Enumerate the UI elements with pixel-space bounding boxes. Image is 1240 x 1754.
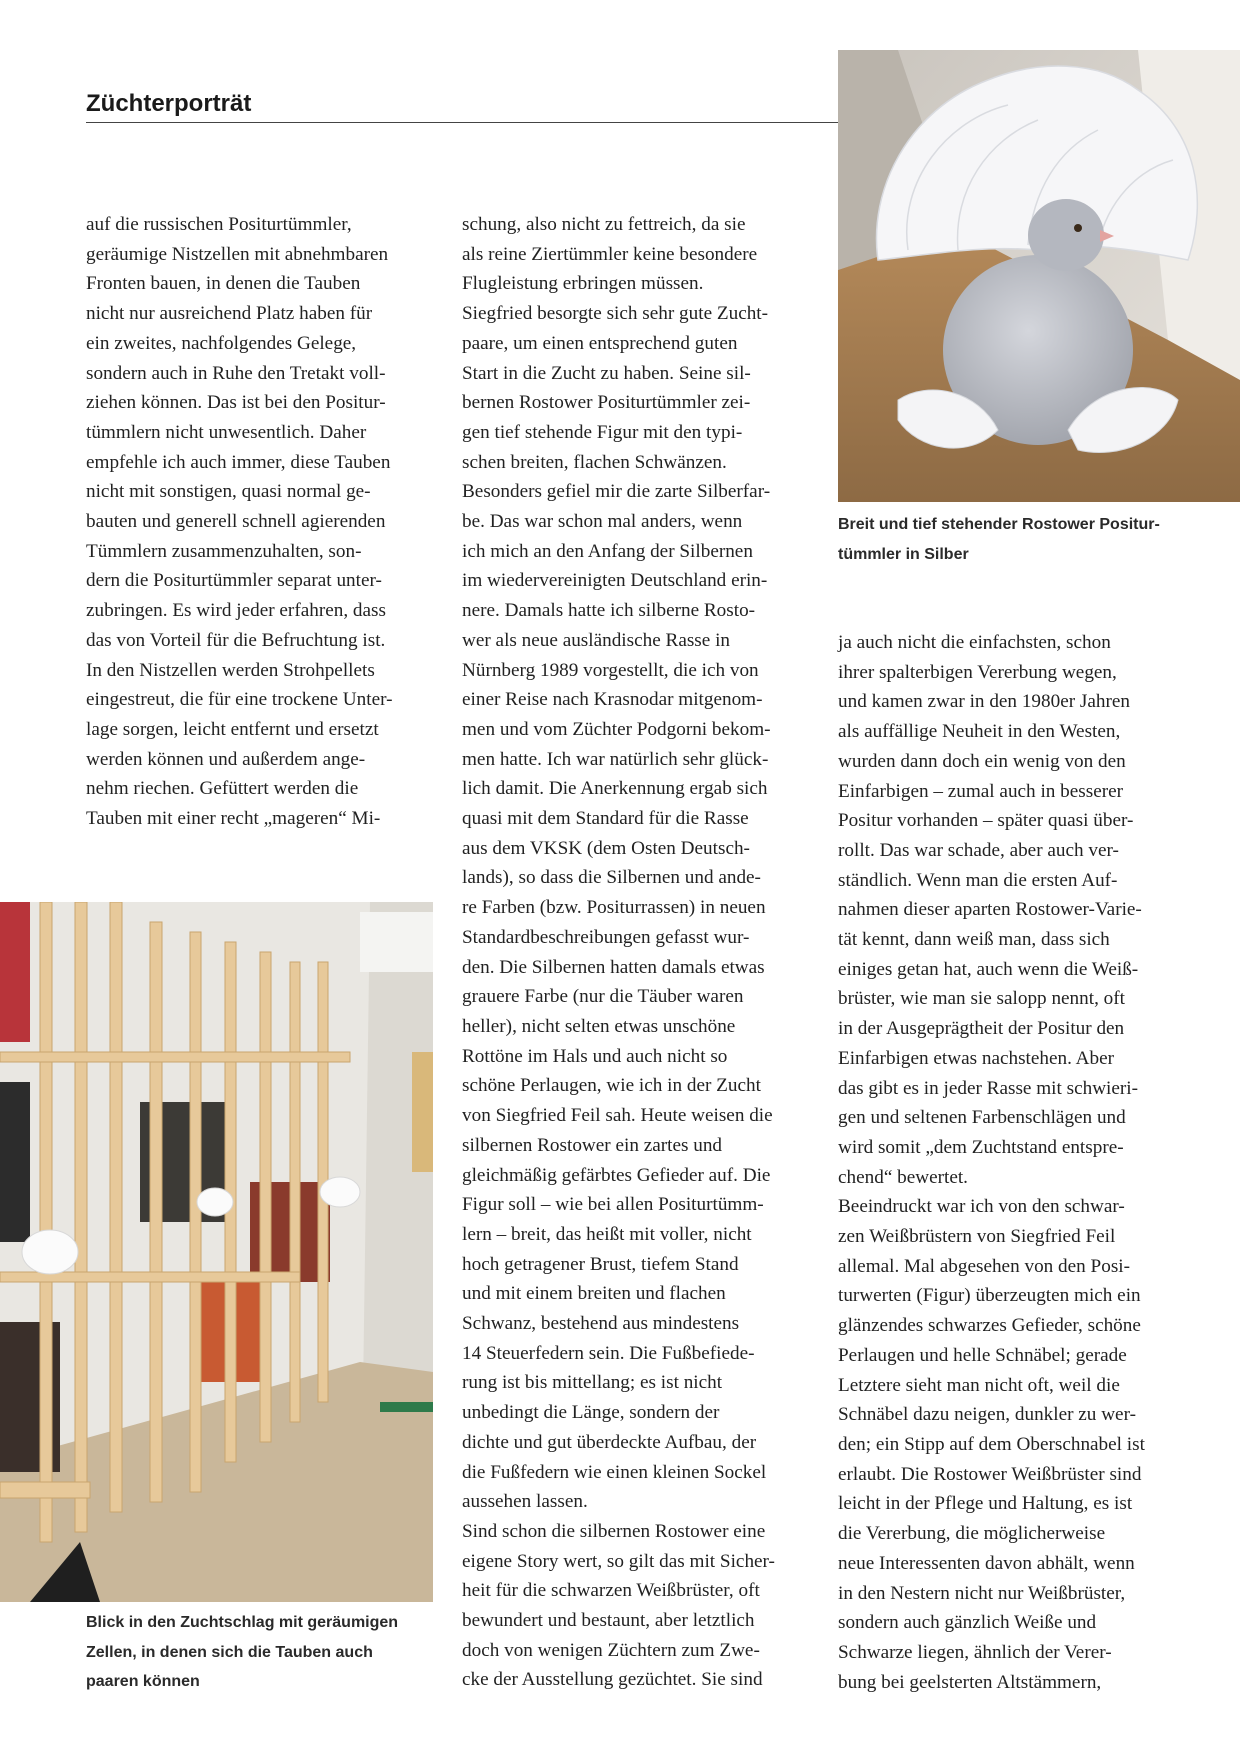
text-line: re Farben (bzw. Positurrassen) in neuen (462, 897, 766, 919)
text-line: Positur vorhanden – später quasi über- (838, 810, 1134, 832)
text-line: erlaubt. Die Rostower Weißbrüster sind (838, 1463, 1142, 1485)
text-line: brüster, wie man sie salopp nennt, oft (838, 988, 1125, 1010)
text-line: Beeindruckt war ich von den schwar- (838, 1196, 1125, 1218)
text-line: lern – breit, das heißt mit voller, nicht (462, 1223, 752, 1245)
text-line: unbedingt die Länge, sondern der (462, 1402, 720, 1424)
text-line: heller), nicht selten etwas unschöne (462, 1015, 736, 1037)
text-line: ich mich an den Anfang der Silbernen (462, 540, 753, 562)
caption-line: Breit und tief stehender Rostower Positur- (838, 516, 1160, 533)
text-line: empfehle ich auch immer, diese Tauben (86, 451, 391, 473)
text-line: ja auch nicht die einfachsten, schon (838, 632, 1111, 653)
text-line: Nürnberg 1989 vorgestellt, die ich von (462, 659, 759, 681)
text-line: eingestreut, die für eine trockene Unter- (86, 689, 393, 711)
text-line: quasi mit dem Standard für die Rasse (462, 808, 749, 830)
text-line: chend“ bewertet. (838, 1166, 968, 1188)
text-line: Siegfried besorgte sich sehr gute Zucht- (462, 303, 769, 325)
text-line: hoch getragener Brust, tiefem Stand (462, 1253, 739, 1275)
text-line: men und vom Züchter Podgorni bekom- (462, 718, 771, 740)
text-line: den. Die Silbernen hatten damals etwas (462, 956, 765, 978)
text-line: dichte und gut überdeckte Aufbau, der (462, 1431, 757, 1453)
caption-line: Blick in den Zuchtschlag mit geräumigen (86, 1614, 399, 1631)
text-line: Figur soll – wie bei allen Positurtümm- (462, 1194, 764, 1216)
text-line: das von Vorteil für die Befruchtung ist. (86, 629, 386, 651)
text-line: einiges getan hat, auch wenn die Weiß- (838, 958, 1139, 980)
title-rule (86, 122, 838, 123)
text-line: gleichmäßig gefärbtes Gefieder auf. Die (462, 1164, 771, 1186)
text-line: nicht mit sonstigen, quasi normal ge- (86, 481, 371, 503)
text-line: wurden dann doch ein wenig von den (838, 750, 1126, 772)
text-line: ziehen können. Das ist bei den Positur- (86, 392, 386, 414)
text-line: einer Reise nach Krasnodar mitgenom- (462, 689, 763, 711)
text-line: Flugleistung erbringen müssen. (462, 273, 704, 295)
text-line: bauten und generell schnell agierenden (86, 511, 386, 533)
text-line: glänzendes schwarzes Gefieder, schöne (838, 1315, 1141, 1337)
text-line: cke der Ausstellung gezüchtet. Sie sind (462, 1669, 763, 1691)
text-line: wer als neue ausländische Rasse in (462, 629, 731, 651)
text-line: sondern auch gänzlich Weiße und (838, 1612, 1097, 1634)
text-line: aussehen lassen. (462, 1491, 588, 1513)
text-line: auf die russischen Positurtümmler, (86, 214, 352, 235)
text-line: neue Interessenten davon abhält, wenn (838, 1552, 1135, 1574)
text-line: nicht nur ausreichend Platz haben für (86, 303, 373, 325)
text-line: die Vererbung, die möglicherweise (838, 1523, 1106, 1545)
caption-line: Zellen, in denen sich die Tauben auch (86, 1643, 373, 1661)
text-line: in der Ausgeprägtheit der Positur den (838, 1018, 1125, 1040)
text-line: bernen Rostower Positurtümmler zei- (462, 392, 751, 414)
text-line: be. Das war schon mal anders, wenn (462, 511, 743, 533)
text-line: 14 Steuerfedern sein. Die Fußbefiede- (462, 1342, 755, 1364)
text-line: wird somit „dem Zuchtstand entspre- (838, 1136, 1124, 1158)
text-line: ihrer spalterbigen Vererbung wegen, (838, 661, 1117, 683)
text-line: gen tief stehende Figur mit den typi- (462, 421, 743, 443)
text-line: Einfarbigen etwas nachstehen. Aber (838, 1047, 1114, 1069)
text-line: von Siegfried Feil sah. Heute weisen die (462, 1105, 773, 1127)
text-line: und mit einem breiten und flachen (462, 1283, 726, 1305)
text-line: ein zweites, nachfolgendes Gelege, (86, 332, 357, 354)
caption-line: paaren können (86, 1673, 200, 1691)
text-line: schung, also nicht zu fettreich, da sie (462, 214, 746, 235)
pigeon-photo-caption (838, 510, 1198, 569)
text-line: den; ein Stipp auf dem Oberschnabel ist (838, 1433, 1145, 1455)
text-line: zen Weißbrüstern von Siegfried Feil (838, 1226, 1116, 1248)
text-line: Perlaugen und helle Schnäbel; gerade (838, 1344, 1127, 1366)
text-line: ständlich. Wenn man die ersten Auf- (838, 869, 1118, 891)
text-line: tümmlern nicht unwesentlich. Daher (86, 421, 367, 443)
text-line: schöne Perlaugen, wie ich in der Zucht (462, 1075, 761, 1097)
article-column-3 (838, 628, 1186, 1697)
section-title: Züchterporträt (86, 90, 252, 117)
text-line: Schnäbel dazu neigen, dunkler zu wer- (838, 1404, 1136, 1426)
text-line: leicht in der Pflege und Haltung, es ist (838, 1493, 1133, 1515)
text-line: men hatte. Ich war natürlich sehr glück- (462, 748, 769, 770)
text-line: Standardbeschreibungen gefasst wur- (462, 926, 750, 948)
text-line: nere. Damals hatte ich silberne Rosto- (462, 600, 756, 622)
text-line: silbernen Rostower ein zartes und (462, 1134, 723, 1156)
text-line: in den Nestern nicht nur Weißbrüster, (838, 1582, 1126, 1604)
text-line: die Fußfedern wie einen kleinen Sockel (462, 1461, 767, 1483)
text-line: werden können und außerdem ange- (86, 748, 366, 770)
text-line: schen breiten, flachen Schwänzen. (462, 451, 727, 473)
text-line: Tauben mit einer recht „mageren“ Mi- (86, 808, 381, 830)
text-line: Schwarze liegen, ähnlich der Verer- (838, 1641, 1112, 1663)
text-line: paare, um einen entsprechend guten (462, 332, 738, 354)
loft-photo (0, 902, 433, 1602)
text-line: allemal. Mal abgesehen von den Posi- (838, 1255, 1131, 1277)
text-line: bung bei geelsterten Altstämmern, (838, 1671, 1102, 1693)
text-line: Einfarbigen – zumal auch in besserer (838, 780, 1124, 802)
text-line: im wiedervereinigten Deutschland erin- (462, 570, 768, 592)
text-line: Fronten bauen, in denen die Tauben (86, 273, 361, 295)
text-line: lich damit. Die Anerkennung ergab sich (462, 778, 768, 800)
text-line: heit für die schwarzen Weißbrüster, oft (462, 1580, 760, 1602)
text-line: Letztere sieht man nicht oft, weil die (838, 1374, 1120, 1396)
text-line: Schwanz, bestehend aus mindestens (462, 1313, 740, 1335)
text-line: lands), so dass die Silbernen und ande- (462, 867, 761, 889)
text-line: Besonders gefiel mir die zarte Silberfar- (462, 481, 771, 503)
text-line: Tümmlern zusammenzuhalten, son- (86, 540, 362, 562)
text-line: grauere Farbe (nur die Täuber waren (462, 986, 744, 1008)
pigeon-photo (838, 50, 1240, 502)
loft-photo-caption (86, 1608, 446, 1697)
text-line: Sind schon die silbernen Rostower eine (462, 1520, 766, 1542)
text-line: rollt. Das war schade, aber auch ver- (838, 839, 1119, 861)
text-line: als auffällige Neuheit in den Westen, (838, 721, 1121, 743)
text-line: lage sorgen, leicht entfernt und ersetzt (86, 718, 379, 740)
text-line: turwerten (Figur) überzeugten mich ein (838, 1285, 1141, 1307)
text-line: dern die Positurtümmler separat unter- (86, 570, 382, 592)
text-line: gen und seltenen Farbenschlägen und (838, 1107, 1126, 1129)
text-line: nahmen dieser aparten Rostower-Varie- (838, 899, 1142, 921)
text-line: als reine Ziertümmler keine besondere (462, 243, 758, 265)
text-line: Start in die Zucht zu haben. Seine sil- (462, 362, 751, 384)
text-line: In den Nistzellen werden Strohpellets (86, 659, 375, 681)
text-line: rung ist bis mittellang; es ist nicht (462, 1372, 723, 1394)
text-line: geräumige Nistzellen mit abnehmbaren (86, 243, 389, 265)
text-line: zubringen. Es wird jeder erfahren, dass (86, 600, 386, 622)
text-line: aus dem VKSK (dem Osten Deutsch- (462, 837, 750, 859)
text-line: sondern auch in Ruhe den Tretakt voll- (86, 362, 386, 384)
article-column-1 (86, 210, 434, 834)
text-line: eigene Story wert, so gilt das mit Sicher- (462, 1550, 775, 1572)
text-line: und kamen zwar in den 1980er Jahren (838, 691, 1130, 713)
text-line: tät kennt, dann weiß man, dass sich (838, 929, 1110, 951)
text-line: Rottöne im Hals und auch nicht so (462, 1045, 728, 1067)
caption-line: tümmler in Silber (838, 545, 969, 563)
text-line: nehm riechen. Gefüttert werden die (86, 778, 359, 800)
article-column-2 (462, 210, 810, 1695)
text-line: bewundert und bestaunt, aber letztlich (462, 1610, 755, 1632)
text-line: doch von wenigen Züchtern zum Zwe- (462, 1639, 760, 1661)
text-line: das gibt es in jeder Rasse mit schwieri- (838, 1077, 1139, 1099)
